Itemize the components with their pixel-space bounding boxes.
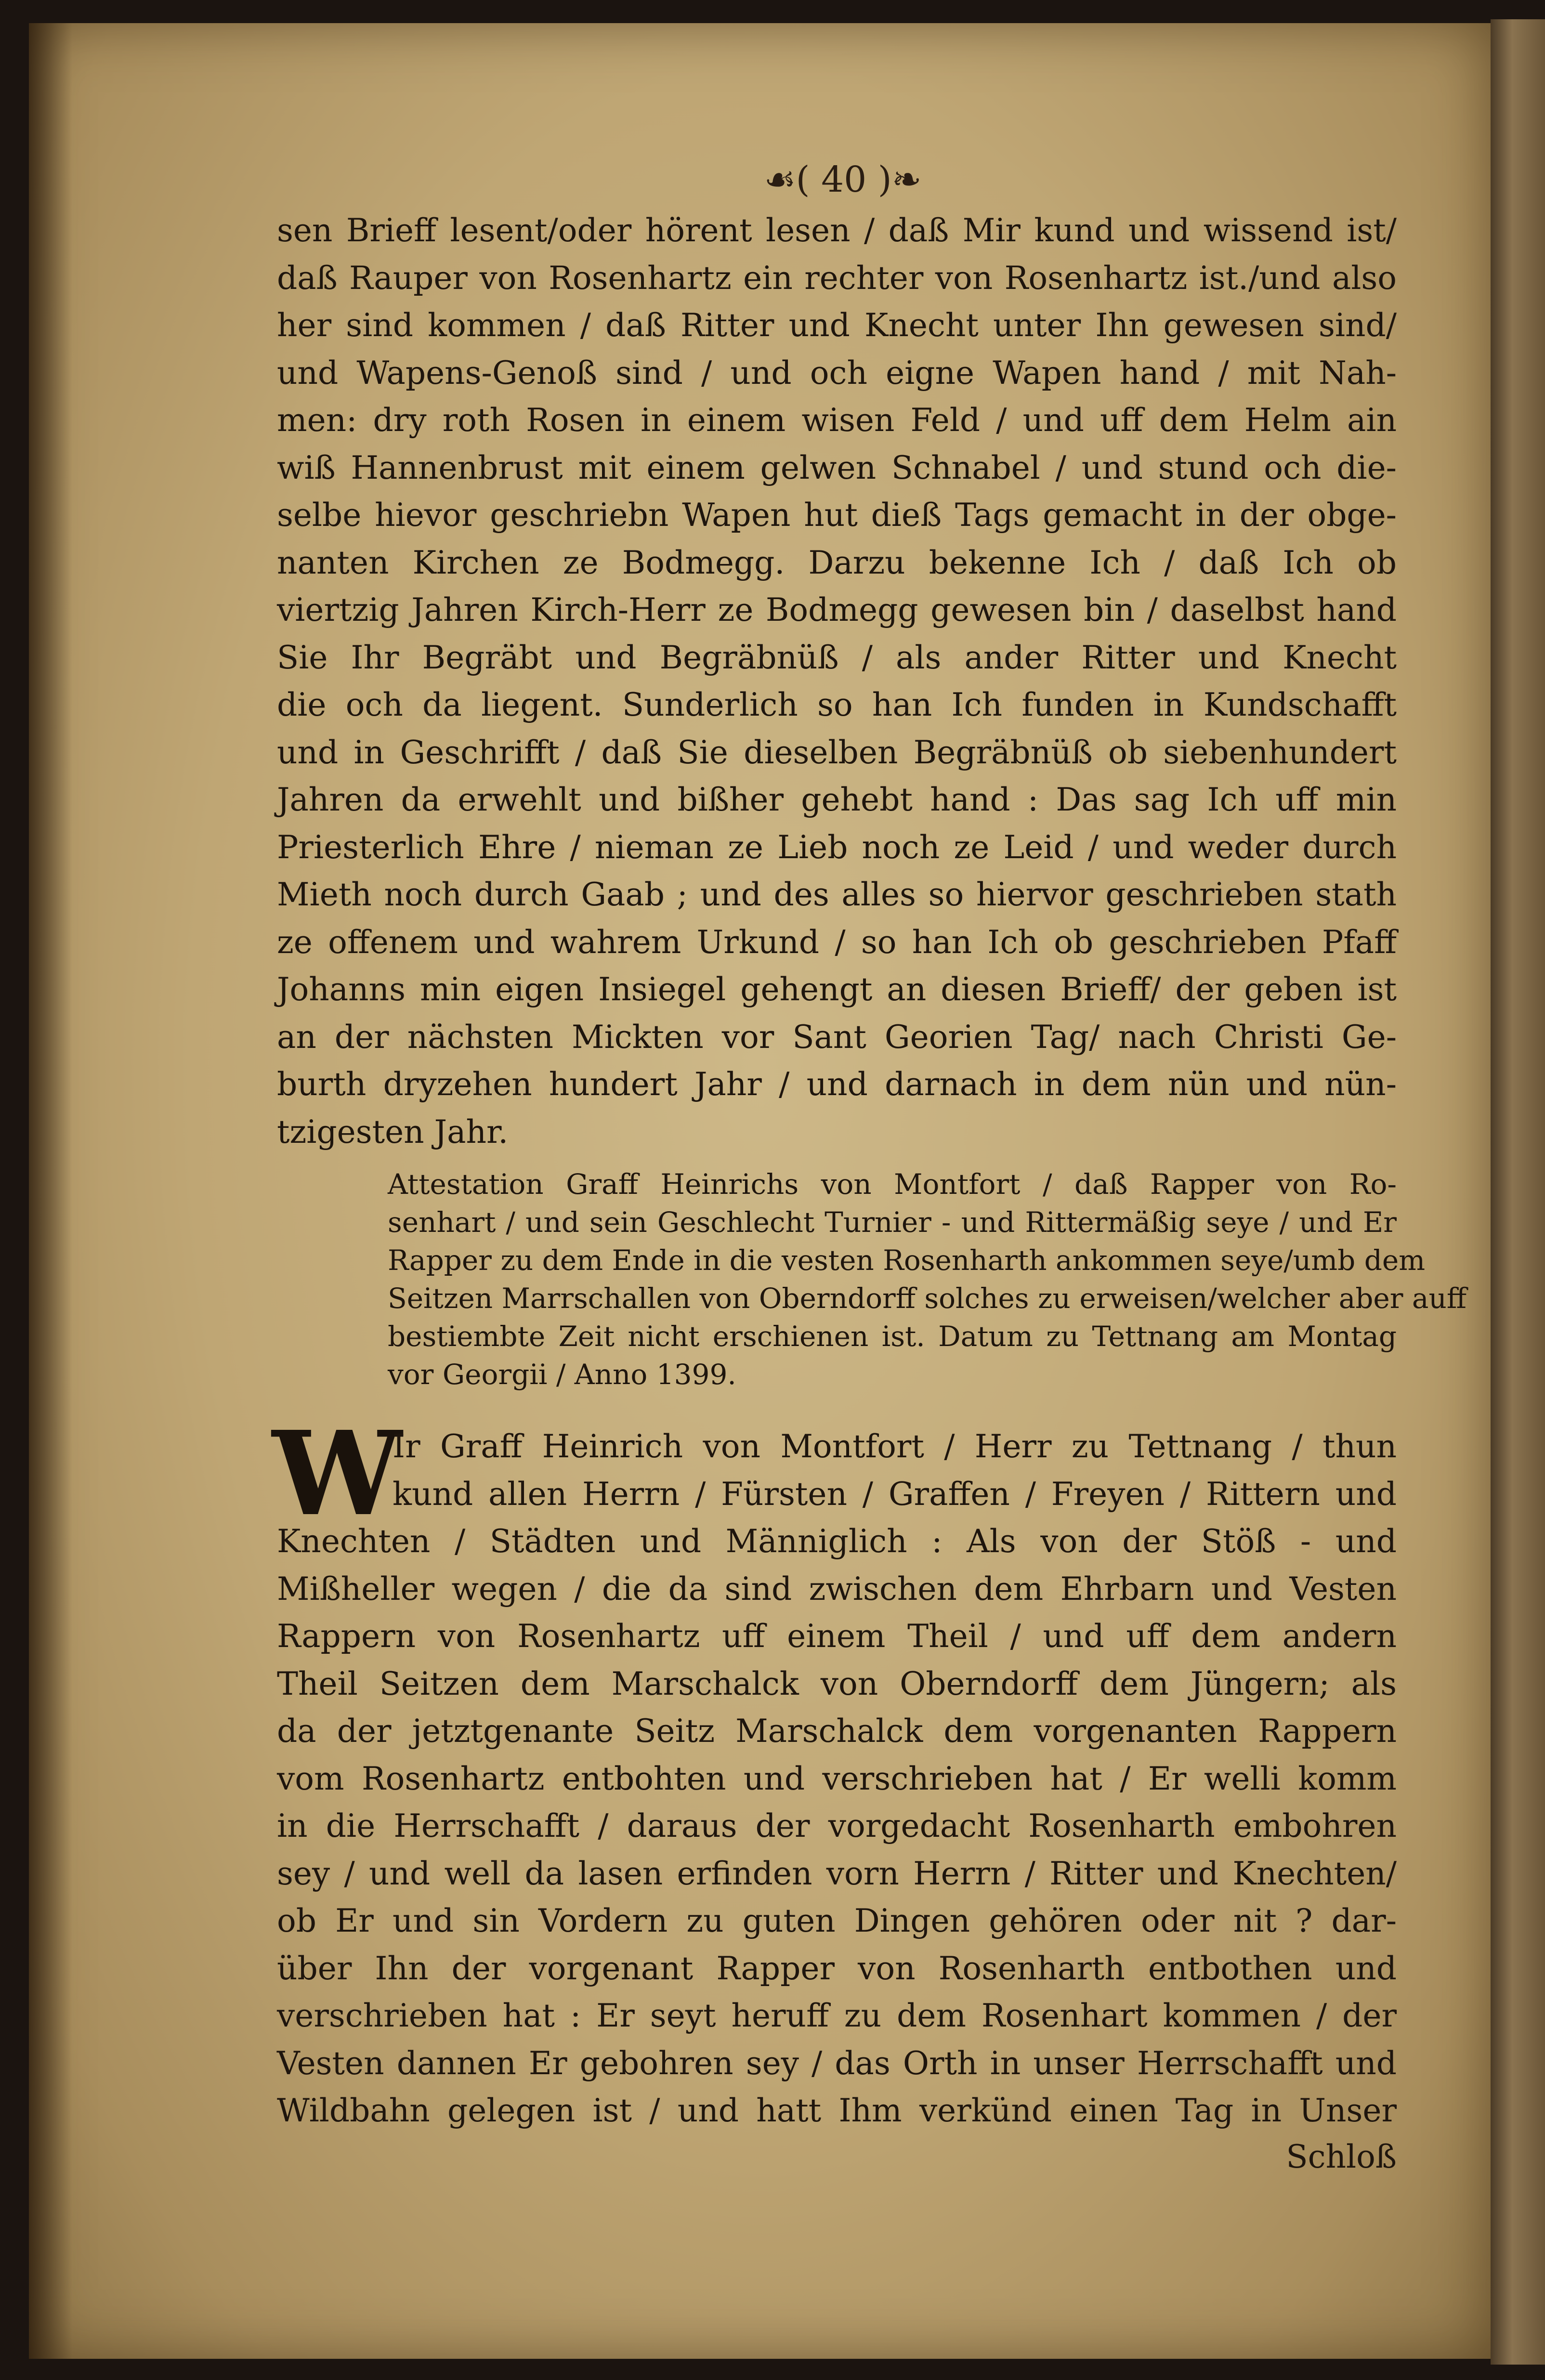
text-line: sey / und well da lasen erfinden vorn Herrn / Ritter und Knechten/ (277, 1855, 1397, 1892)
heading-line: bestiembte Zeit nicht erschienen ist. Datum zu Tettnang am Montag (388, 1320, 1397, 1353)
text-line: und Wapens-Genoß sind / und och eigne Wapen hand / mit Nah- (277, 354, 1397, 392)
text-line: die och da liegent. Sunderlich so han Ich funden in Kundschafft (277, 686, 1397, 723)
text-line: men: dry roth Rosen in einem wisen Feld / und uff dem Helm ain (277, 402, 1397, 439)
text-line: an der nächsten Mickten vor Sant Georien Tag/ nach Christi Ge- (277, 1018, 1397, 1056)
text-line: tzigesten Jahr. (277, 1113, 509, 1151)
text-line: Ir Graff Heinrich von Montfort / Herr zu Tettnang / thun (393, 1428, 1397, 1465)
text-line: Johanns min eigen Insiegel gehengt an diesen Brieff/ der geben ist (277, 971, 1397, 1008)
text-line: Priesterlich Ehre / nieman ze Lieb noch ze Leid / und weder durch (277, 828, 1397, 866)
text-line: Rappern von Rosenhartz uff einem Theil / und uff dem andern (277, 1618, 1397, 1655)
text-line: Theil Seitzen dem Marschalck von Oberndorff dem Jüngern; als (277, 1665, 1397, 1702)
text-line: Knechten / Städten und Männiglich : Als von der Stöß - und (277, 1523, 1397, 1560)
text-line: verschrieben hat : Er seyt heruff zu dem Rosenhart kommen / der (277, 1997, 1397, 2034)
text-line: Wildbahn gelegen ist / und hatt Ihm verkünd einen Tag in Unser (277, 2092, 1397, 2129)
text-line: viertzig Jahren Kirch-Herr ze Bodmegg gewesen bin / daselbst hand (277, 591, 1397, 628)
text-line: über Ihn der vorgenant Rapper von Rosenharth entbothen und (277, 1949, 1397, 1987)
text-line: da der jetztgenante Seitz Marschalck dem vorgenanten Rappern (277, 1713, 1397, 1750)
text-line: kund allen Herrn / Fürsten / Graffen / Freyen / Rittern und (393, 1475, 1397, 1513)
catchword: Schloß (1286, 2138, 1397, 2175)
text-line: nanten Kirchen ze Bodmegg. Darzu bekenne Ich / daß Ich ob (277, 544, 1397, 581)
heading-line: vor Georgii / Anno 1399. (388, 1358, 736, 1391)
text-line: ze offenem und wahrem Urkund / so han Ich ob geschrieben Pfaff (277, 923, 1397, 961)
facing-page-edge (1491, 19, 1545, 2365)
attestation-heading (388, 1165, 1467, 1394)
text-line: in die Herrschafft / daraus der vorgedacht Rosenharth embohren (277, 1807, 1397, 1844)
text-line: ob Er und sin Vordern zu guten Dingen gehören oder nit ? dar- (277, 1902, 1397, 1939)
attestation-text (277, 1423, 1397, 2135)
text-line: Mißheller wegen / die da sind zwischen dem Ehrbarn und Vesten (277, 1570, 1397, 1608)
text-line: burth dryzehen hundert Jahr / und darnach in dem nün und nün- (277, 1066, 1397, 1103)
continued-letter-text (277, 207, 1397, 1156)
text-line: wiß Hannenbrust mit einem gelwen Schnabel / und stund och die- (277, 449, 1397, 486)
text-line: Vesten dannen Er gebohren sey / das Orth in unser Herrschafft und (277, 2044, 1397, 2082)
binding-shadow (29, 23, 72, 2359)
heading-line: Attestation Graff Heinrichs von Montfort / daß Rapper von Ro- (388, 1168, 1397, 1201)
page-number: ☙( 40 )❧ (764, 159, 922, 200)
drop-cap: W (272, 1406, 402, 1542)
text-line: Jahren da erwehlt und bißher gehebt hand : Das sag Ich uff min (277, 781, 1397, 818)
text-line: selbe hievor geschriebn Wapen hut dieß Tags gemacht in der obge- (277, 497, 1397, 534)
heading-line: Rapper zu dem Ende in die vesten Rosenharth ankommen seye/umb dem (388, 1244, 1426, 1277)
text-line: vom Rosenhartz entbohten und verschrieben hat / Er welli komm (277, 1760, 1397, 1797)
heading-line: Seitzen Marrschallen von Oberndorff solches zu erweisen/welcher aber auff (388, 1282, 1467, 1315)
text-line: Mieth noch durch Gaab ; und des alles so hiervor geschrieben stath (277, 876, 1397, 913)
heading-line: senhart / und sein Geschlecht Turnier - und Rittermäßig seye / und Er (388, 1206, 1397, 1239)
text-line: daß Rauper von Rosenhartz ein rechter von Rosenhartz ist./und also (277, 259, 1397, 297)
text-line: her sind kommen / daß Ritter und Knecht unter Ihn gewesen sind/ (277, 307, 1397, 344)
text-line: und in Geschrifft / daß Sie dieselben Begräbnüß ob siebenhundert (277, 733, 1397, 771)
text-line: sen Brieff lesent/oder hörent lesen / daß Mir kund und wissend ist/ (277, 212, 1397, 249)
text-line: Sie Ihr Begräbt und Begräbnüß / als ander Ritter und Knecht (277, 639, 1397, 676)
